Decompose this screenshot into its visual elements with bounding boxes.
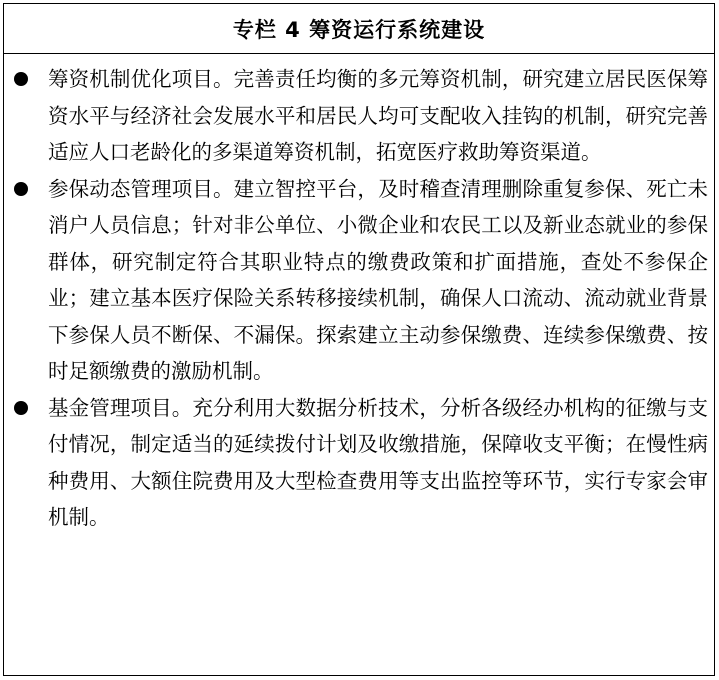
column-title: 专栏 4 筹资运行系统建设 [4, 4, 714, 54]
bullet-icon [14, 401, 28, 415]
list-item-enrollment-management [4, 171, 714, 390]
column-box [3, 3, 715, 676]
item-text: 基金管理项目。充分利用大数据分析技术，分析各级经办机构的征缴与支付情况，制定适当的延续拨付计划及收缴措施，保障收支平衡；在慢性病种费用、大额住院费用及大型检查费用等支出监控等环节，实行专家会审机制。 [48, 395, 708, 529]
bullet-icon [14, 182, 28, 196]
item-text: 参保动态管理项目。建立智控平台，及时稽查清理删除重复参保、死亡未消户人员信息；针对非公单位、小微企业和农民工以及新业态就业的参保群体，研究制定符合其职业特点的缴费政策和扩面措施，查处不参保企业；建立基本医疗保险关系转移接续机制，确保人口流动、流动就业背景下参保人员不断保、不漏保。探索建立主动参保缴费、连续参保缴费、按时足额缴费的激励机制。 [48, 176, 708, 383]
bullet-icon [14, 72, 28, 86]
list-item-fund-management [4, 390, 714, 536]
list-item-funding-mechanism [4, 61, 714, 171]
item-text: 筹资机制优化项目。完善责任均衡的多元筹资机制，研究建立居民医保筹资水平与经济社会发展水平和居民人均可支配收入挂钩的机制，研究完善适应人口老龄化的多渠道筹资机制，拓宽医疗救助筹资渠道。 [48, 67, 708, 164]
item-list [4, 61, 714, 536]
